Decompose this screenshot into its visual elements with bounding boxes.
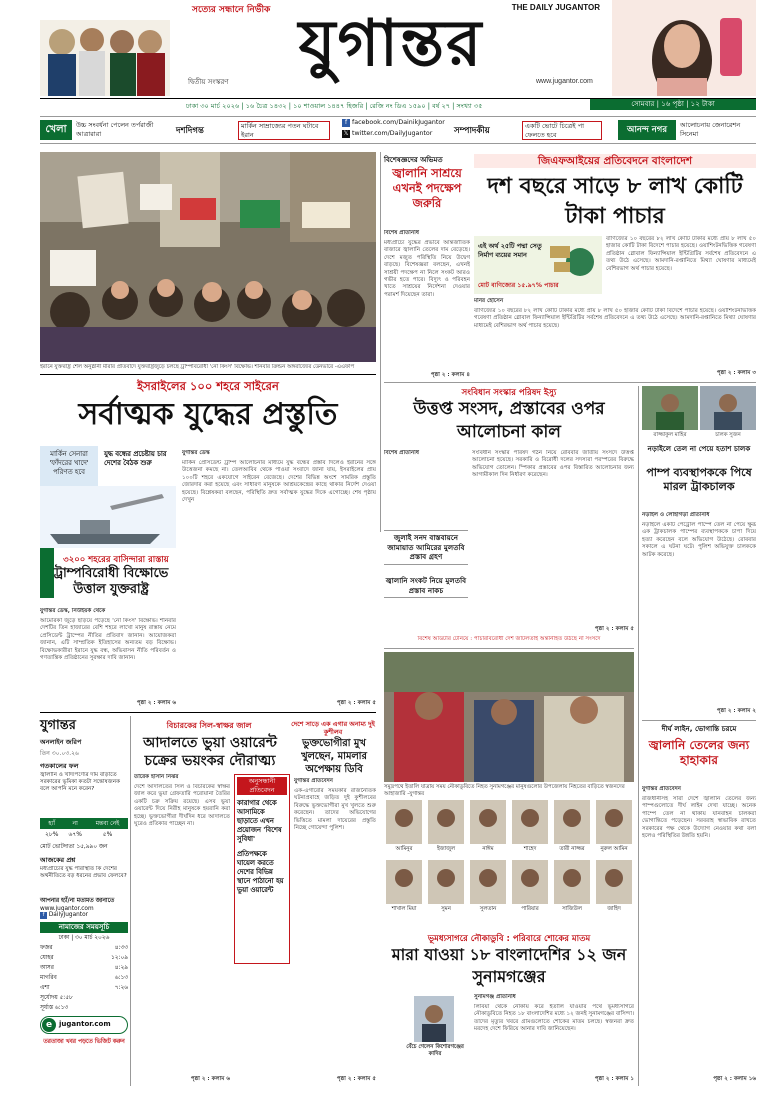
pump-manager-photo: [642, 386, 698, 430]
portrait-image: [700, 386, 756, 430]
parliament-side-1: জুলাই সনদ বাস্তবায়নে জামায়াত আমিরের মুলতবি প্রস্তাব গ্রহণ: [384, 530, 468, 565]
energy-kicker: বিশেষজ্ঞদের অভিমত: [384, 156, 443, 164]
parliament-footnote: বিশেষ অডিটরি টেনিয়ে : পাচারবিরোধী দেশ জটিলতাই অন্তর্নিহিত উঠছে না সংসদে: [417, 636, 601, 642]
queue-headline: জ্বালানি তেলের জন্য হাহাকার: [648, 738, 750, 767]
warrant-continue[interactable]: পৃষ্ঠা ২ : কলাম ৬: [190, 1076, 230, 1082]
lead-photo-caption: ইরানে যুক্তরাষ্ট্র শেল অনুষ্ঠানী মীরার প্রতিবাদে যুক্তরাষ্ট্রজুড়ে চলছে ট্রাম্পবিরোধী 'নো কিংস' বিক্ষোভ। শনিবার ক্রিন্ডন অঙ্গরাজ্যের ডেনভারে -এএফপি: [40, 364, 355, 370]
victim-grid: [384, 800, 634, 926]
warrant-byline: তারেক হাসান নির্ঝর: [134, 774, 179, 780]
twitter-link[interactable]: [342, 130, 432, 138]
parliament-side-2: জ্বালানি সংকট নিয়ে মুলতবি প্রস্তাব নাকচ: [384, 574, 468, 598]
poll-val-none: ৫%: [102, 831, 113, 838]
energy-headline: জ্বালানি সাশ্রয়ে এখনই পদক্ষেপ জরুরি: [392, 166, 462, 210]
gfi-side-text: বাণিজ্যের ১০ বছরের ৮২ লাখ কোটি টাকার মধ্যে প্রায় ৮ লাখ ৫০ হাজার কোটি টাকা বিদেশে পাচার হয়েছে। ওয়াশিংটনভিত্তিক গবেষণা প্রতিষ্ঠান গ্লোবাল ফিন্যান্সিয়াল ইন্টিগ্রিটির সর্বশেষ প্রতিবেদনে এ তথ্য উঠে এসেছে। আমদানি-রপ্তানিতে মিথ্যা ঘোষণার মাধ্যমেই বেশিরভাগ অর্থ পাচার হয়েছে।: [606, 236, 756, 272]
gfi-byline: মনির হোসেন: [474, 298, 504, 304]
warrant-kicker: বিচারকের সিল-স্বাক্ষর জাল: [166, 721, 252, 730]
boat-continue[interactable]: পৃষ্ঠা ২ : কলাম ১: [594, 1076, 634, 1082]
epaper-url: jugantor.com: [59, 1020, 111, 1028]
lead-protest-photo: [40, 152, 376, 362]
victim-name: সাজিউল: [562, 906, 582, 912]
protest-headline: ট্রাম্পবিরোধী বিক্ষোভে উত্তাল যুক্তরাষ্ট্র: [53, 566, 169, 597]
sidebar-today-label: আজকের প্রশ্ন: [40, 856, 76, 864]
truck-driver-photo: [700, 386, 756, 430]
victim-name: সুমন: [441, 906, 451, 912]
sidebar-fb-handle: DailyJugantor: [48, 912, 89, 918]
day-info: সোমবার | ১৬ পৃষ্ঠা | ১২ টাকা: [590, 99, 756, 110]
parliament-headline: উত্তপ্ত সংসদ, প্রস্তাবের ওপর আলোচনা কাল: [413, 399, 605, 442]
victim-name: ইজাজুল: [436, 846, 456, 852]
teaser-khela[interactable]: [40, 118, 156, 142]
warrant-box: [234, 774, 290, 964]
sidebar-votes: মোট ভোটদাতা ১৫,৯৯০ জন: [40, 844, 108, 850]
prayer-name: যোহর: [40, 955, 54, 961]
prayer-time: ৪:৩৩: [114, 945, 128, 951]
prayer-time: ১২:০৯: [110, 955, 128, 961]
lead-byline: যুগান্তর ডেস্ক: [182, 450, 210, 456]
family-mourning-image: [384, 652, 634, 782]
sunrise: সূর্যোদয় ৫:৫৮: [40, 995, 73, 1001]
warrant-box-line1: কারাগার থেকে আসামিকে ছাড়াতে এখন প্রয়োজন 'বিশেষ সুবিধা': [237, 799, 282, 843]
queue-body: রাজধানীসহ সারা দেশে জ্বালানি তেলের জন্য পাম্পগুলোতে দীর্ঘ লাইন দেখা যাচ্ছে। অনেক পাম্পে তেল না থাকায় যানবাহন চালকরা ভোগান্তিতে পড়েছেন। সরবরাহ স্বাভাবিক রাখতে সরকারের পক্ষ থেকে উদ্যোগ নেওয়ার কথা বলা হলেও পরিস্থিতির উন্নতি হয়নি।: [642, 796, 756, 840]
lead-headline: সর্বাত্মক যুদ্ধের প্রস্তুতি: [78, 397, 338, 432]
sidebar-online-label: অনলাইন জরিপ: [40, 738, 82, 746]
dbi-headline: ভুক্তভোগীরা মুখ খুলছেন, মামলার অপেক্ষায় ডিবি: [301, 738, 367, 775]
boat-photo-caption: সমুদ্রপথে ইতালি যাত্রায় সময় নৌকাডুবিতে নিহত সুনামগঞ্জের মানুষগুলোর উপজেলায় নিহতের বাড়িতে স্বজনদের আহাজারি -যুগান্তর: [384, 784, 625, 797]
victim-name: আমিনুর: [395, 846, 413, 852]
victim-name: তারী নাজ্জর: [559, 846, 585, 852]
parliament-byline: বিশেষ প্রতিনিধি: [384, 450, 419, 456]
boat-byline: সুনামগঞ্জ প্রতিনিধি: [474, 994, 516, 1000]
facebook-small-icon: f: [40, 912, 47, 919]
gfi-kicker: জিএফআইয়ের প্রতিবেদনে বাংলাদেশ: [474, 154, 756, 168]
pump-continue[interactable]: পৃষ্ঠা ২ : কলাম ২: [716, 708, 756, 714]
dbi-body: এক-এগারোর সময়কার রাজনৈতিক ঘটনাপ্রবাহে জড়িত দুই কুশীলবের বিরুদ্ধে ভুক্তভোগীরা মুখ খুলতে শুরু করেছেন। তাদের অভিযোগের ভিত্তিতে মামলা দায়েরের প্রস্তুতি নিচ্ছে গোয়েন্দা পুলিশ।: [294, 788, 376, 832]
prayer-time: ৪:২৯: [114, 965, 128, 971]
pump-caption-1: রাজ্জাকুল মাহির: [653, 432, 687, 438]
portrait-image: [642, 386, 698, 430]
victim-name: পারিয়ার: [521, 906, 539, 912]
facebook-url: facebook.com/DainikJugantor: [352, 119, 445, 126]
model-ad-image: [612, 0, 756, 96]
energy-body: মধ্যপ্রাচ্যে যুদ্ধের প্রভাবে আন্তর্জাতিক বাজারে জ্বালানি তেলের দাম বেড়েছে। দেশে মজুত পরিস্থিতি নিয়ে উদ্বেগ বাড়ছে। বিশেষজ্ঞরা বলছেন, এখনই সাশ্রয়ী পদক্ষেপ না নিলে সংকট আরও গভীর হতে পারে। বিদ্যুৎ ও পরিবহন খাতে সাশ্রয়ের নির্দেশনা দেওয়ার পরামর্শ দিয়েছেন তারা।: [384, 240, 470, 298]
protest-crowd-image: [40, 152, 376, 362]
queue-kicker: দীর্ঘ লাইন, ভোগান্তি চরমে: [661, 724, 737, 733]
masthead-website[interactable]: www.jugantor.com: [536, 78, 593, 85]
twitter-url: twitter.com/DailyJugantor: [352, 130, 433, 137]
victim-name: নাঈম: [482, 846, 494, 852]
victim-name: জাহিদ: [607, 906, 621, 912]
epaper-banner[interactable]: [40, 1016, 128, 1034]
victim-name: সুলতান: [479, 906, 497, 912]
facebook-link[interactable]: [342, 119, 445, 127]
lead-kicker: ইসরাইলের ১০০ শহরে সাইরেন: [137, 379, 279, 393]
masthead-slogan: সত্যের সন্ধানে নির্ভীক: [192, 5, 271, 15]
queue-continue[interactable]: পৃষ্ঠা ২ : কলাম ১৬: [713, 1076, 756, 1082]
masthead-edition: দ্বিতীয় সংস্করণ: [188, 78, 229, 86]
app-text: তরতাজা খবর পড়তে ভিজিট করুন: [43, 1039, 125, 1045]
twitter-icon: 𝕏: [343, 130, 349, 137]
parliament-continue[interactable]: পৃষ্ঠা ২ : কলাম ৫: [594, 626, 634, 632]
poll-head-no: না: [63, 818, 87, 829]
prayer-name: আসর: [40, 965, 54, 971]
gfi-continue[interactable]: পৃষ্ঠা ২ : কলাম ৩: [716, 370, 756, 376]
teaser-deshdiganto[interactable]: [176, 118, 336, 142]
sidebar-fb[interactable]: [40, 912, 128, 919]
sompadokiyo-label: সম্পাদকীয়: [454, 126, 490, 136]
sidebar: [40, 716, 128, 1086]
warrant-box-label: অনুসন্ধানী প্রতিবেদন: [237, 777, 287, 795]
sidebar-url[interactable]: www.jugantor.com: [40, 906, 94, 912]
protest-byline: যুগান্তর ডেস্ক, নিউইয়র্ক থেকে: [40, 608, 106, 614]
masthead-title: যুগান্তর: [298, 7, 484, 81]
dbi-byline: যুগান্তর প্রতিবেদন: [294, 778, 334, 784]
pump-byline: নড়াইল ও লোহাগড়া প্রতিনিধি: [642, 512, 710, 518]
gfi-box-line2: মোট বাণিজ্যের ১৫.৯৭% পাচার: [478, 282, 559, 289]
dbi-continue[interactable]: পৃষ্ঠা ২ : কলাম ৫: [336, 1076, 376, 1082]
poll-val-no: ৬৭%: [68, 831, 82, 838]
prayer-name: এশা: [40, 985, 50, 991]
gfi-box-line1: এই অর্থ ২৫টি পদ্মা সেতু নির্মাণ ব্যয়ের সমান: [478, 242, 542, 259]
sidebar-poll-question: জ্বালানি ও খাদ্যপণ্যের দাম বাড়াতে সরকারের ভূমিকা কতটা সন্তোষজনক বলে আপনি মনে করেন?: [40, 772, 120, 793]
prayer-name: ফজর: [40, 945, 53, 951]
survivor-caption: বেঁচে গেলেন কিশোরগঞ্জের কাদির: [406, 1044, 464, 1057]
lead-body: মার্কিন প্রেসিডেন্ট ট্রাম্প আলোচনার মাধ্যমে যুদ্ধ বন্ধের প্রস্তাব দিলেও ইরানের সঙ্গে উত্তেজনা কমছে না। তেলআবিব থেকে পাওয়া সংবাদে জানা যায়, ইসরাইলের প্রায় ১০০টি শহরে একযোগে সাইরেন বেজেছে। দেশের বিভিন্ন অংশে সামরিক প্রস্তুতি জোরদার করা হয়েছে এবং সাধারণ মানুষকে আশ্রয়কেন্দ্রের কাছে থাকার নির্দেশ দেওয়া হয়েছে। বিশ্লেষকরা বলছেন, পরিস্থিতি দ্রুত সর্বাত্মক যুদ্ধের দিকে এগোচ্ছে। শেষ পৃষ্ঠায় দেখুন: [182, 460, 376, 504]
prayer-date: ঢাকা | ৩০ মার্চ ২০২৬: [58, 935, 110, 941]
poll-table: [40, 818, 128, 840]
khela-label: খেলা: [40, 120, 72, 140]
lead-box-2: যুদ্ধ বন্ধের প্রচেষ্টায় চার দেশের বৈঠক শুরু: [104, 450, 167, 467]
masthead-model-image: [612, 0, 756, 96]
deshdiganto-label: দশদিগন্ত: [176, 126, 204, 136]
lead-box-1: মার্কিন সেনারা 'ফাঁদরের খাদে' পরিণত হবে: [40, 446, 98, 486]
warrant-body: দেশে আদালতের সিল ও বিচারকের স্বাক্ষর জাল করে ভুয়া গ্রেফতারি পরোয়ানা তৈরির একটি চক্র সক্রিয় রয়েছে। এসব ভুয়া ওয়ারেন্ট দিয়ে নিরীহ মানুষকে হয়রানি করা হচ্ছে। ভুক্তভোগীরা দীর্ঘদিন ধরে আদালতে ঘুরেও প্রতিকার পাচ্ছেন না।: [134, 784, 230, 828]
survivor-portrait: [414, 996, 454, 1042]
queue-byline: যুগান্তর প্রতিবেদন: [642, 786, 682, 792]
parliament-kicker: সংবিধান সংস্কার পরিষদ ইস্যু: [461, 388, 557, 398]
survivor-photo: [414, 996, 454, 1042]
epaper-e-icon: e: [42, 1018, 56, 1032]
anondo-label: আনন্দ নগর: [618, 120, 676, 140]
teaser-anondo[interactable]: [618, 118, 756, 142]
warrant-headline: আদালতে ভুয়া ওয়ারেন্ট চক্রের ভয়ংকর দৌরাত্ম্য: [143, 735, 277, 769]
parliament-body: সংবিধান সংস্কার পরিষদ গঠন নিয়ে রোববার জাতীয় সংসদে উত্তপ্ত আলোচনা হয়েছে। সরকারি ও বিরোধী দলের সদস্যরা পরস্পরের বিরুদ্ধে অভিযোগ তোলেন। স্পিকার প্রস্তাবের ওপর বিস্তারিত আলোচনার জন্য আগামীকাল দিন নির্ধারণ করেছেন।: [472, 450, 634, 479]
gfi-box: [474, 236, 602, 294]
dbi-kicker: দেশে সাড়ে এক এগার অনাম্য দুই কুশীলব: [291, 720, 375, 736]
pump-kicker: নড়াইলে তেল না পেয়ে হতাশ চালক: [647, 444, 751, 453]
sidebar-poll-label: গতকালের ফল: [40, 762, 79, 770]
victim-name: নুরুল আমিন: [600, 846, 628, 852]
prayer-table: [40, 943, 128, 993]
poll-val-yes: ২৮%: [44, 831, 59, 838]
boat-headline: মারা যাওয়া ১৮ বাংলাদেশির ১২ জন সুনামগঞ্জের: [391, 945, 627, 986]
khela-text: উচ্চ সংবর্ধনা পেলেন তর্পরাজী আত্রারারা: [76, 121, 154, 138]
warship-missile-image: [40, 486, 176, 548]
sidebar-today-question: মধ্যপ্রাচ্যের যুদ্ধ পরিস্থিতি কি দেশের অর্থনীতিতে বড় ধরনের প্রভাব ফেলবে?: [40, 866, 127, 880]
masthead-portraits: [40, 20, 170, 96]
protest-kicker: ৩২০০ শহরের বাসিন্দারা রাস্তায়: [63, 555, 169, 565]
anondo-text: আলোচনায় জেনারেশন সিনেমা: [680, 121, 741, 138]
energy-continue[interactable]: পৃষ্ঠা ২ : কলাম ৪: [430, 372, 470, 378]
energy-byline: বিশেষ প্রতিনিধি: [384, 230, 419, 236]
grieving-family-photo: [384, 652, 634, 782]
victim-name: শাখাল মিয়া: [391, 906, 417, 912]
sidebar-send-label: আপনার হ্যাঁ/না মতামত জানাতে: [40, 898, 115, 904]
money-globe-icon: [546, 240, 598, 280]
masthead-portraits-image: [40, 20, 170, 96]
boat-body: লিবিয়া থেকে নৌকায় করে ইতালি যাওয়ার পথে ভূমধ্যসাগরে নৌকাডুবিতে নিহত ১৮ বাংলাদেশির মধ্যে ১২ জনই সুনামগঞ্জের বাসিন্দা। তাদের মৃত্যুর খবরে গ্রামগুলোতে শোকের মাতম চলছে। স্বজনরা দ্রুত মরদেহ দেশে ফিরিয়ে আনার দাবি জানিয়েছেন।: [474, 1004, 634, 1033]
social-links: [342, 118, 446, 142]
protest-continue[interactable]: পৃষ্ঠা ২ : কলাম ৬: [136, 700, 176, 706]
gfi-headline: দশ বছরে সাড়ে ৮ লাখ কোটি টাকা পাচার: [487, 174, 743, 229]
dateline: ঢাকা ৩০ মার্চ ২০২৬ | ১৬ চৈত্র ১৪৩২ | ১০ শাওয়াল ১৪৪৭ হিজরি | রেজি নং ডিএ ১৫৯০ | বর্ষ ২৭ | সংখ্যা ৩৫: [186, 102, 483, 110]
sunset: সূর্যাস্ত ৬:১৩: [40, 1005, 69, 1011]
warship-graphic: [40, 486, 176, 548]
gfi-body: বাণিজ্যের ১০ বছরের ৮২ লাখ কোটি টাকার মধ্যে প্রায় ৮ লাখ ৫০ হাজার কোটি টাকা বিদেশে পাচার হয়েছে। ওয়াশিংটনভিত্তিক গবেষণা প্রতিষ্ঠান গ্লোবাল ফিন্যান্সিয়াল ইন্টিগ্রিটির সর্বশেষ প্রতিবেদনে এ তথ্য উঠে এসেছে। আমদানি-রপ্তানিতে মিথ্যা ঘোষণার মাধ্যমেই বেশিরভাগ অর্থ পাচার হয়েছে।: [474, 308, 756, 329]
facebook-icon: f: [342, 119, 350, 127]
lead-continue[interactable]: পৃষ্ঠা ২ : কলাম ৫: [336, 700, 376, 706]
boat-kicker: ভূমধ্যসাগরে নৌকাডুবি : পরিবারে শোকের মাতম: [427, 934, 591, 944]
sidebar-brand: যুগান্তর: [40, 718, 76, 733]
prayer-name: মাগরিব: [40, 975, 57, 981]
sompadokiyo-text: একটি ভোটে চিত্রেই পা ফেলতে হবে: [522, 121, 602, 140]
pump-body: নড়াইলে একটি পেট্রোল পাম্পে তেল না পেয়ে ক্ষুব্ধ এক ট্রাকচালক পাম্পের ব্যবস্থাপককে চাপা দিয়ে হত্যা করেছেন বলে অভিযোগ উঠেছে। রোববার সকালে এ ঘটনা ঘটে। পুলিশ অভিযুক্ত চালককে আটক করেছে।: [642, 522, 756, 558]
prayer-time: ৬:১৩: [114, 975, 128, 981]
poll-head-yes: হ্যাঁ: [40, 818, 63, 829]
pump-caption-2: চালক সুজন: [715, 432, 741, 438]
prayer-header: নামাজের সময়সূচি: [40, 922, 128, 933]
prayer-time: ৭:২৬: [114, 985, 128, 991]
pump-headline: পাম্প ব্যবস্থাপককে পিষে মারল ট্রাকচালক: [646, 466, 752, 493]
teaser-sompadokiyo[interactable]: [454, 118, 614, 142]
masthead-english-name: THE DAILY JUGANTOR: [511, 3, 600, 12]
deshdiganto-text: মার্কিন সাম্রাজ্যের পতন ঘটাবে ইরান: [238, 121, 330, 140]
protest-body: আমেরিকা জুড়ে ছড়িয়ে পড়েছে 'নো কিংস' বিক্ষোভ। শনিবার দেশটির তিন হাজারের বেশি শহরে লাখো মানুষ রাস্তায় নেমে প্রেসিডেন্ট ট্রাম্পের নীতির প্রতিবাদ জানান। আয়োজকরা জানান, এটি সাম্প্রতিক ইতিহাসের অন্যতম বড় বিক্ষোভ। বিক্ষোভকারীরা ইরানে যুদ্ধ বন্ধ, অভিবাসন নীতি পরিবর্তন ও গণতান্ত্রিক প্রতিষ্ঠানের সুরক্ষার দাবি জানান।: [40, 618, 176, 662]
warrant-box-line2: প্রতিপক্ষকে ঘায়েল করতে দেশের বিভিন্ন স্থানে পাঠানো হয় ভুয়া ওয়ারেন্ট: [237, 850, 284, 894]
sidebar-poll-date: তিন ৩০.০৩.২৬: [40, 750, 79, 757]
victim-name: শাহেদ: [523, 846, 537, 852]
poll-head-none: মন্তব্য নেই: [87, 818, 128, 829]
